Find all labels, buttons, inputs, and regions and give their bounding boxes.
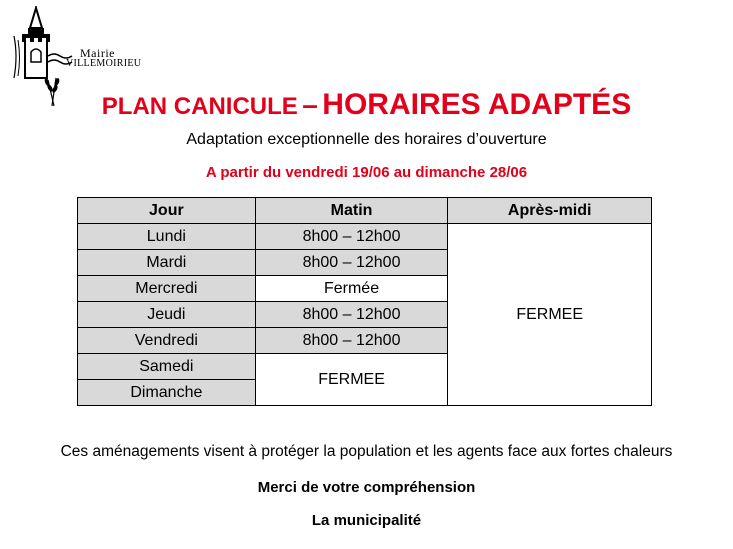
header-apres-midi: Après-midi [448,198,652,224]
thanks-text: Merci de votre compréhension [257,479,476,496]
matin-cell: 8h00 – 12h00 [255,224,448,250]
title-dash: – [302,89,318,120]
weekend-matin-cell: FERMEE [255,354,448,406]
day-cell: Mardi [78,250,256,276]
header-matin: Matin [255,198,448,224]
day-cell: Lundi [78,224,256,250]
matin-cell: Fermée [255,276,448,302]
matin-cell: 8h00 – 12h00 [255,328,448,354]
heat-note: Ces aménagements visent à protéger la population et les agents face aux fortes chaleurs [60,443,673,460]
matin-cell: 8h00 – 12h00 [255,302,448,328]
day-cell: Samedi [78,354,256,380]
apres-midi-cell: FERMEE [448,224,652,406]
logo-village-name: VILLEMOIRIEU [66,58,142,69]
day-cell: Vendredi [78,328,256,354]
subtitle: Adaptation exceptionnelle des horaires d’ouverture [186,131,547,148]
matin-cell: 8h00 – 12h00 [255,250,448,276]
title-horaires-adaptes: HORAIRES ADAPTÉS [322,88,632,121]
day-cell: Mercredi [78,276,256,302]
table-header-row [78,198,652,224]
logo-mairie-text: Mairie [80,46,115,60]
day-cell: Dimanche [78,380,256,406]
opening-hours-table [77,197,652,406]
table-row [78,224,652,250]
title-plan-canicule: PLAN CANICULE [101,93,298,120]
header-jour: Jour [78,198,256,224]
date-range: A partir du vendredi 19/06 au dimanche 28/06 [205,164,528,181]
signature: La municipalité [311,512,422,529]
page-title [0,88,733,122]
day-cell: Jeudi [78,302,256,328]
